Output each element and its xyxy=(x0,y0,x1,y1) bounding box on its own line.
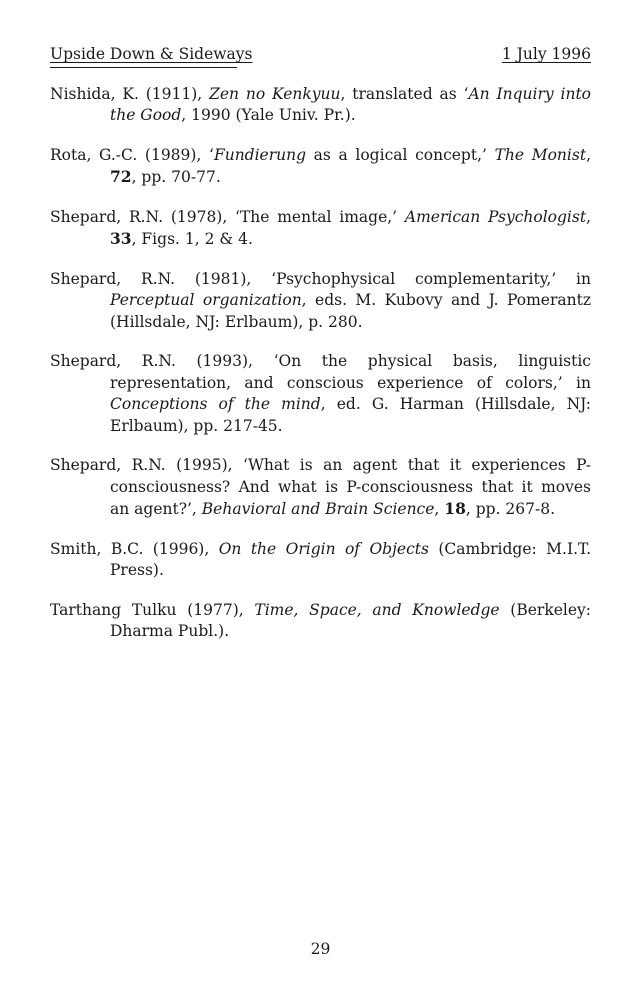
reference-entry xyxy=(50,84,591,127)
header-rule xyxy=(50,67,237,68)
reference-entry xyxy=(50,207,591,251)
reference-text: , pp. 267-8. xyxy=(465,500,556,518)
running-head xyxy=(50,44,591,64)
reference-text: , Figs. 1, 2 & 4. xyxy=(131,230,253,248)
reference-text: , translated as ‘ xyxy=(340,84,469,103)
reference-volume: 33 xyxy=(110,229,132,248)
reference-title: On the Origin of Objects xyxy=(218,539,429,558)
reference-title: Conceptions of the mind xyxy=(110,395,321,413)
reference-text: , eds. M. Kubovy and J. Pomerantz (Hillsdale, NJ: Erlbaum), p. 280. xyxy=(110,291,591,331)
page-number: 29 xyxy=(310,940,331,958)
reference-text: Smith, B.C. (1996), xyxy=(50,539,219,558)
reference-title: The Monist xyxy=(494,145,587,164)
reference-title: An Inquiry into the Good xyxy=(110,84,592,124)
reference-text: as a logical concept,’ xyxy=(306,145,495,164)
reference-text: , pp. 70-77. xyxy=(131,168,221,186)
reference-title: Zen no Kenkyuu xyxy=(209,84,341,103)
reference-entry xyxy=(50,455,591,521)
reference-list xyxy=(50,84,591,643)
reference-title: Fundierung xyxy=(213,145,307,164)
reference-text: , ed. G. Harman (Hillsdale, NJ: Erlbaum), pp. 217-45. xyxy=(110,395,591,435)
reference-text: Shepard, R.N. (1995), ‘What is an agent that it experiences P-consciousness? And what is P-consciousness that it moves an agent?’, xyxy=(50,456,591,518)
reference-volume: 18 xyxy=(444,499,466,518)
reference-title: Perceptual organization xyxy=(110,291,302,309)
running-head-title: Upside Down & Sideways xyxy=(50,45,253,63)
reference-entry xyxy=(50,539,591,582)
reference-volume: 72 xyxy=(110,167,132,186)
reference-text: , xyxy=(586,207,591,226)
reference-text: , 1990 (Yale Univ. Pr.). xyxy=(181,106,356,124)
page xyxy=(50,44,591,661)
reference-text: , xyxy=(434,500,445,518)
reference-text: , xyxy=(586,145,591,164)
reference-text: Shepard, R.N. (1978), ‘The mental image,’ xyxy=(50,207,405,226)
reference-text: (Berkeley: Dharma Publ.). xyxy=(110,600,591,640)
reference-text: Rota, G.-C. (1989), ‘ xyxy=(50,145,214,164)
reference-text: Shepard, R.N. (1993), ‘On the physical basis, linguistic representation, and conscious experience of colors,’ in xyxy=(50,352,591,392)
reference-text: Shepard, R.N. (1981), ‘Psychophysical complementarity,’ in xyxy=(50,269,591,288)
running-head-date: 1 July 1996 xyxy=(501,45,591,63)
reference-entry xyxy=(50,269,591,334)
reference-text: Tarthang Tulku (1977), xyxy=(50,600,255,619)
reference-title: American Psychologist xyxy=(404,207,587,226)
reference-text: (Cambridge: M.I.T. Press). xyxy=(110,539,592,579)
reference-title: Time, Space, and Knowledge xyxy=(254,600,500,619)
reference-entry xyxy=(50,145,591,189)
reference-entry xyxy=(50,351,591,437)
reference-title: Behavioral and Brain Science xyxy=(201,500,435,518)
reference-entry xyxy=(50,600,591,643)
reference-text: Nishida, K. (1911), xyxy=(50,84,210,103)
